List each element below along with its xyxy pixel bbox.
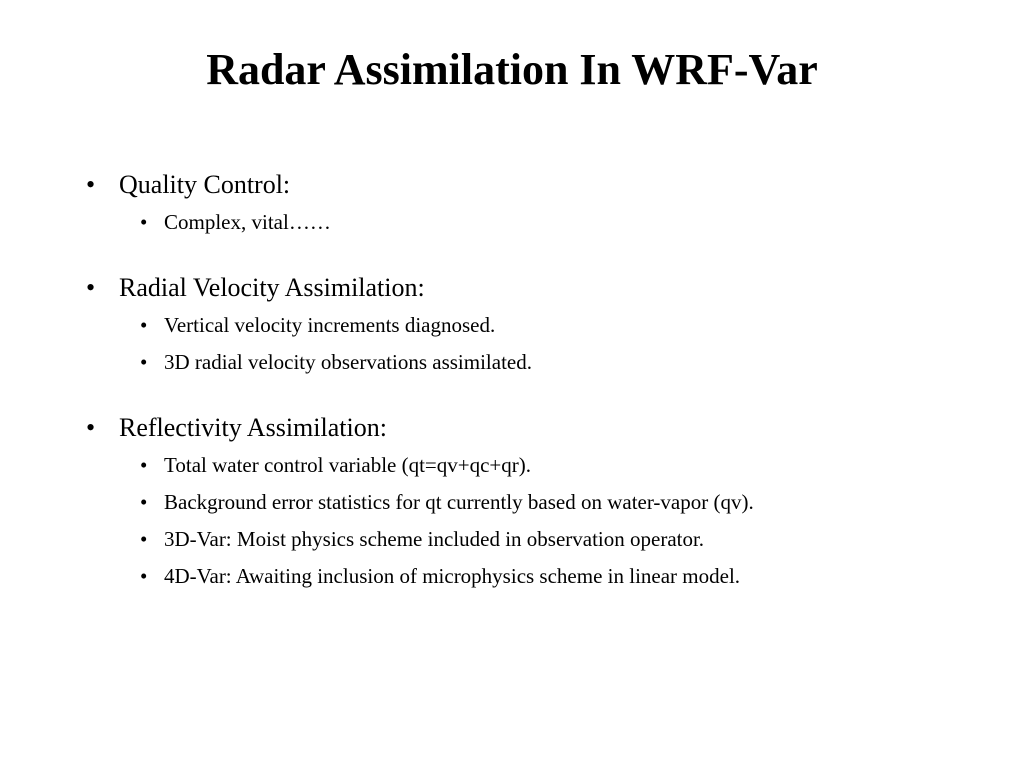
bullet-text: Total water control variable (qt=qv+qc+qr).: [164, 453, 532, 477]
bullet-level2: [86, 521, 986, 558]
bullet-icon: •: [140, 350, 148, 374]
bullet-level2: [86, 484, 986, 521]
bullet-level2: [86, 204, 986, 241]
section-heading: Quality Control:: [119, 170, 291, 199]
bullet-level1: [86, 269, 986, 307]
section-heading: Reflectivity Assimilation:: [119, 413, 387, 442]
bullet-icon: •: [140, 527, 148, 551]
bullet-text: Vertical velocity increments diagnosed.: [164, 313, 496, 337]
bullet-text: Background error statistics for qt currently based on water-vapor (qv).: [164, 490, 754, 514]
bullet-text: Complex, vital……: [164, 210, 331, 234]
section-radial-velocity: [86, 269, 986, 381]
bullet-icon: •: [140, 313, 148, 337]
bullet-text: 3D-Var: Moist physics scheme included in observation operator.: [164, 527, 705, 551]
section-quality-control: [86, 166, 986, 241]
bullet-icon: •: [140, 564, 148, 588]
bullet-level2: [86, 558, 986, 595]
bullet-text: 4D-Var: Awaiting inclusion of microphysics scheme in linear model.: [164, 564, 741, 588]
bullet-icon: •: [86, 170, 96, 199]
bullet-icon: •: [86, 413, 96, 442]
bullet-level1: [86, 166, 986, 204]
bullet-icon: •: [140, 453, 148, 477]
bullet-text: 3D radial velocity observations assimilated.: [164, 350, 532, 374]
bullet-level2: [86, 447, 986, 484]
section-reflectivity: [86, 409, 986, 595]
section-heading: Radial Velocity Assimilation:: [119, 273, 425, 302]
slide-title: Radar Assimilation In WRF-Var: [206, 45, 818, 94]
bullet-icon: •: [140, 490, 148, 514]
bullet-level2: [86, 307, 986, 344]
bullet-level2: [86, 344, 986, 381]
bullet-icon: •: [140, 210, 148, 234]
bullet-icon: •: [86, 273, 96, 302]
bullet-level1: [86, 409, 986, 447]
slide-content: [86, 166, 986, 623]
